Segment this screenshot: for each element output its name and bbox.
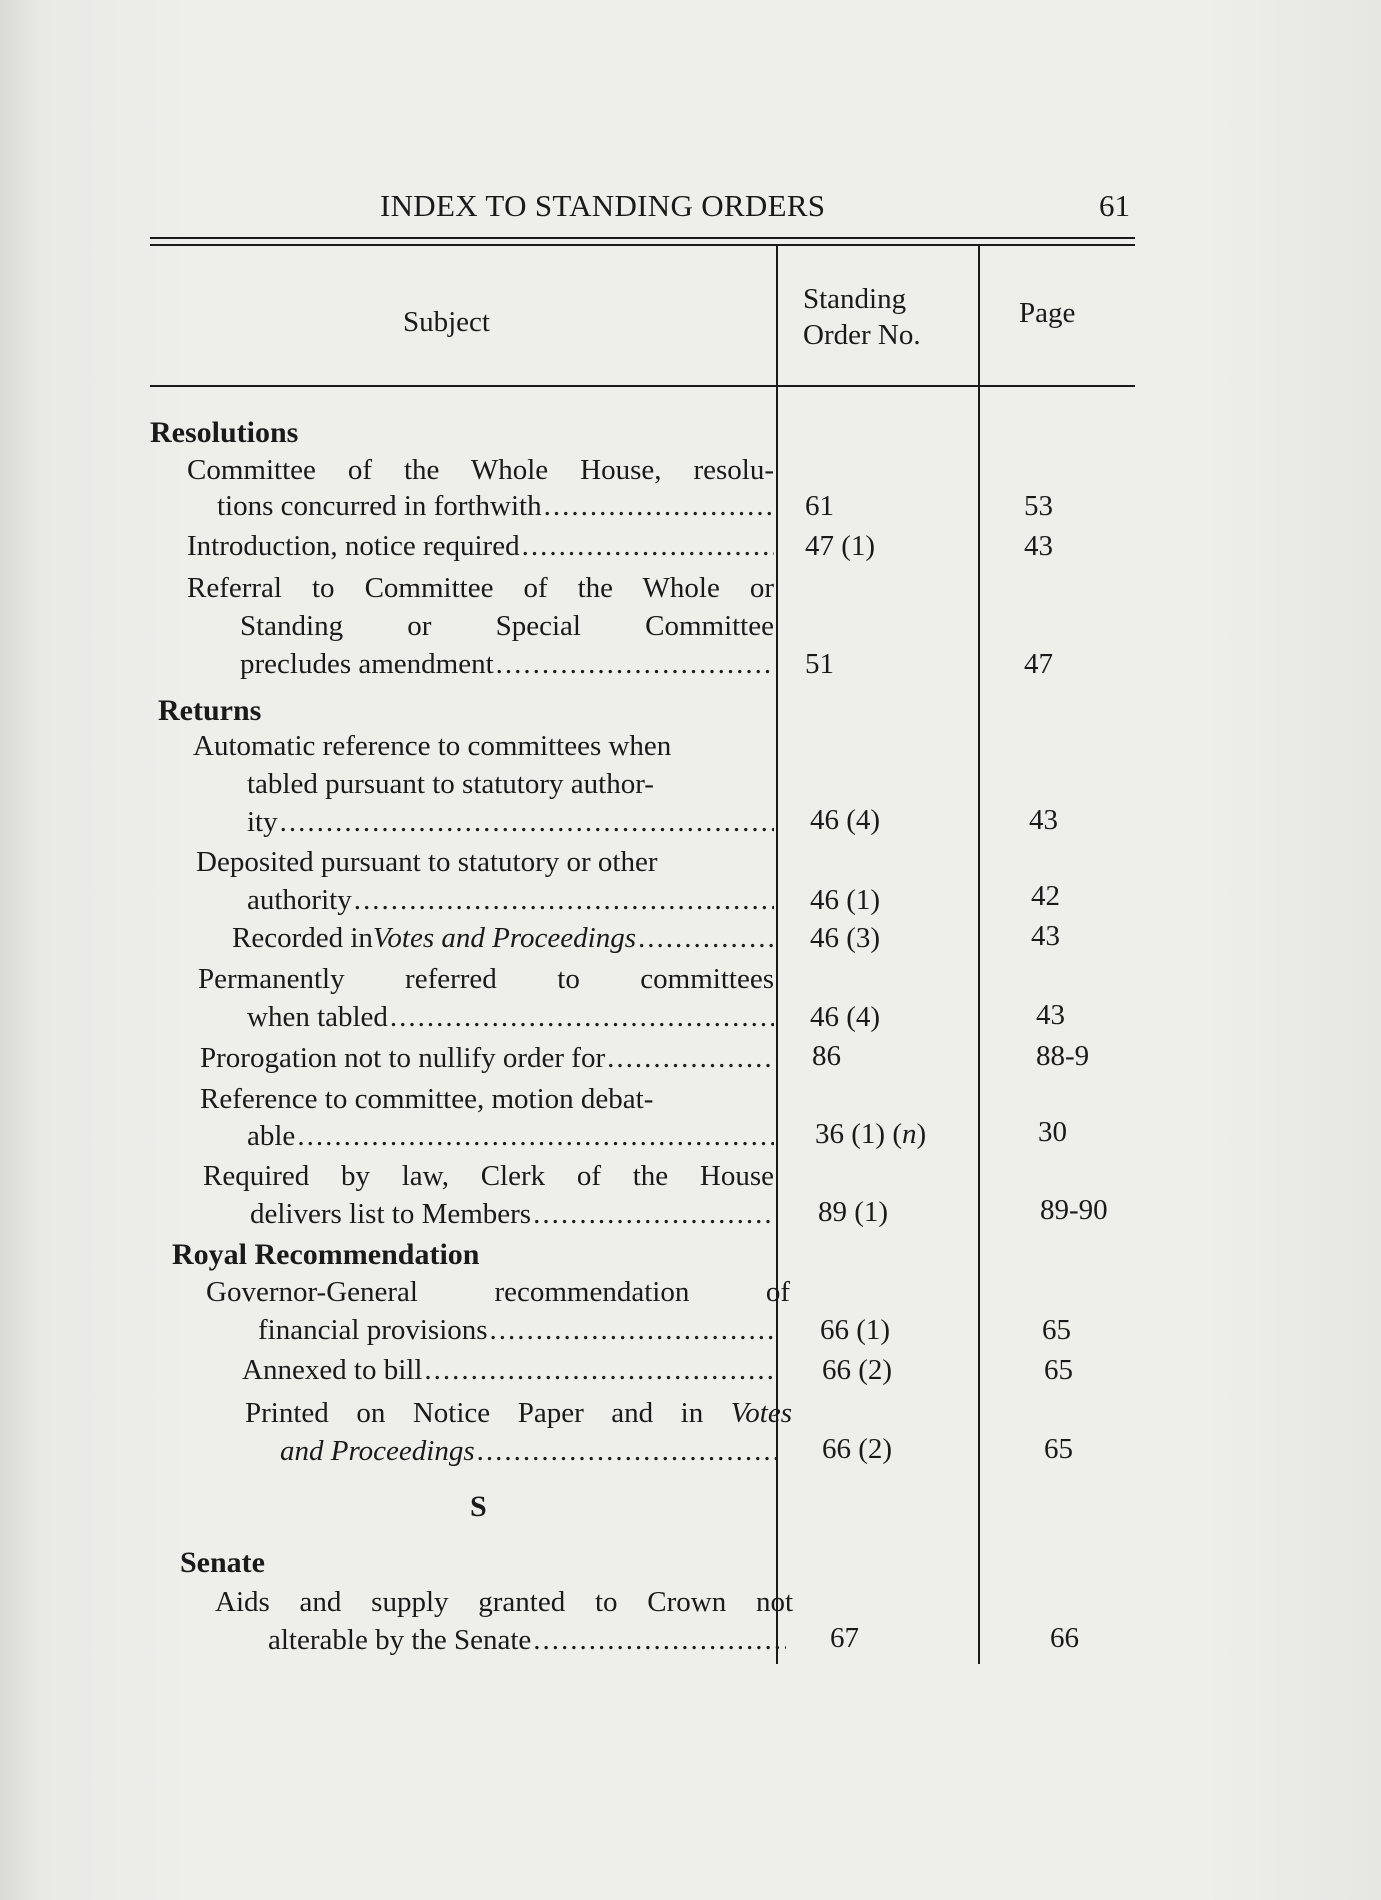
entry-line-leader: delivers list to Members ..... bbox=[250, 1198, 774, 1231]
entry-line-leader: financial provisions ..... bbox=[258, 1314, 778, 1347]
section-heading-royal-recommendation: Royal Recommendation bbox=[172, 1238, 480, 1271]
entry-line-leader: tions concurred in forthwith ..... bbox=[217, 490, 774, 523]
page-reference: 88-9 bbox=[1036, 1040, 1090, 1072]
standing-order-number: 46 (4) bbox=[810, 804, 881, 836]
page-reference: 43 bbox=[1029, 804, 1058, 836]
standing-order-number: 46 (4) bbox=[810, 1001, 881, 1033]
header-bottom-rule bbox=[150, 385, 1135, 387]
entry-line-leader: Recorded in Votes and Proceedings ..... bbox=[232, 922, 774, 955]
entry-line-leader: Prorogation not to nullify order for ..... bbox=[200, 1042, 774, 1075]
top-rule-2 bbox=[150, 244, 1135, 246]
entry-line: Governor-General recommendation of bbox=[206, 1276, 790, 1308]
standing-order-number: 86 bbox=[812, 1040, 841, 1072]
column-header-subject: Subject bbox=[403, 306, 490, 338]
page-reference: 65 bbox=[1044, 1433, 1073, 1465]
entry-line-leader: alterable by the Senate ..... bbox=[268, 1624, 786, 1657]
standing-order-number: 61 bbox=[805, 490, 834, 522]
entry-line: Standing or Special Committee bbox=[240, 610, 774, 642]
standing-order-number: 51 bbox=[805, 648, 834, 680]
entry-line: Committee of the Whole House, resolu- bbox=[187, 454, 774, 486]
page-reference: 42 bbox=[1031, 880, 1060, 912]
standing-order-number: 67 bbox=[830, 1622, 859, 1654]
standing-order-number: 47 (1) bbox=[805, 530, 876, 562]
entry-line-leader: ity ..... bbox=[247, 806, 774, 839]
page-reference: 47 bbox=[1024, 648, 1053, 680]
page-reference: 66 bbox=[1050, 1622, 1079, 1654]
standing-order-number: 36 (1) (n) bbox=[815, 1118, 927, 1150]
page-title: INDEX TO STANDING ORDERS bbox=[380, 188, 826, 223]
page-reference: 30 bbox=[1038, 1116, 1067, 1148]
entry-line: Permanently referred to committees bbox=[198, 963, 774, 995]
page-number: 61 bbox=[1099, 188, 1130, 223]
entry-line-leader: when tabled ..... bbox=[247, 1001, 774, 1034]
column-header-page: Page bbox=[1019, 297, 1076, 329]
standing-order-number: 66 (2) bbox=[822, 1433, 893, 1465]
entry-line: Aids and supply granted to Crown not bbox=[215, 1586, 793, 1618]
standing-order-number: 66 (1) bbox=[820, 1314, 891, 1346]
entry-line: Referral to Committee of the Whole or bbox=[187, 572, 774, 604]
standing-order-number: 66 (2) bbox=[822, 1354, 893, 1386]
entry-line-leader: Introduction, notice required ..... bbox=[187, 530, 774, 563]
column-header-standing-order: Standing Order No. bbox=[803, 283, 921, 351]
page-reference: 43 bbox=[1031, 920, 1060, 952]
section-heading-senate: Senate bbox=[180, 1546, 265, 1579]
section-heading-resolutions: Resolutions bbox=[150, 416, 299, 449]
letter-divider-s: S bbox=[470, 1490, 487, 1523]
entry-line-leader: precludes amendment ..... bbox=[240, 648, 774, 681]
entry-line: Printed on Notice Paper and in Votes bbox=[245, 1397, 792, 1429]
page-reference: 53 bbox=[1024, 490, 1053, 522]
standing-order-number: 46 (1) bbox=[810, 884, 881, 916]
entry-line-leader: able ..... bbox=[247, 1120, 774, 1153]
standing-order-number: 89 (1) bbox=[818, 1196, 889, 1228]
page-reference: 65 bbox=[1042, 1314, 1071, 1346]
standing-order-number: 46 (3) bbox=[810, 922, 881, 954]
entry-line: Deposited pursuant to statutory or other bbox=[196, 846, 658, 878]
running-head bbox=[150, 188, 1130, 228]
entry-line-leader: and Proceedings ..... bbox=[280, 1435, 778, 1468]
page-reference: 65 bbox=[1044, 1354, 1073, 1386]
entry-line-leader: authority ..... bbox=[247, 884, 774, 917]
page-reference: 89-90 bbox=[1040, 1194, 1108, 1226]
page-reference: 43 bbox=[1036, 999, 1065, 1031]
entry-line: Reference to committee, motion debat- bbox=[200, 1083, 654, 1115]
entry-line-leader: Annexed to bill ..... bbox=[242, 1354, 778, 1387]
entry-line: Automatic reference to committees when bbox=[193, 730, 672, 762]
page-reference: 43 bbox=[1024, 530, 1053, 562]
column-rule-right bbox=[978, 244, 980, 1664]
entry-line: tabled pursuant to statutory author- bbox=[247, 768, 654, 800]
top-rule-1 bbox=[150, 237, 1135, 239]
entry-line: Required by law, Clerk of the House bbox=[203, 1160, 774, 1192]
section-heading-returns: Returns bbox=[158, 694, 262, 727]
